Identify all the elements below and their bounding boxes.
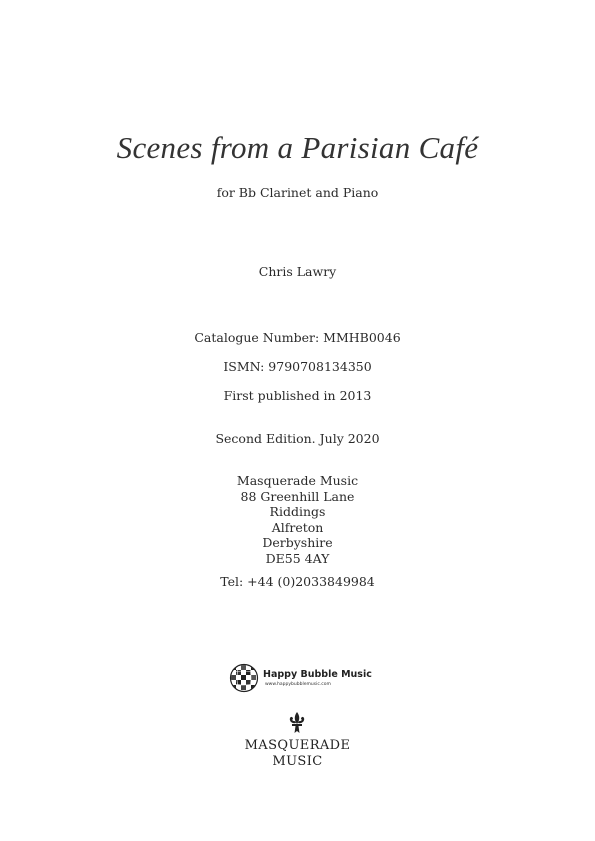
address-line: DE55 4AY (265, 550, 330, 566)
address-line: Alfreton (271, 519, 324, 535)
instrumentation: for Bb Clarinet and Piano (216, 185, 379, 200)
masquerade-logo-line: MUSIC (272, 754, 323, 769)
address-line: Masquerade Music (236, 473, 359, 488)
edition-info: Second Edition. July 2020 (215, 431, 380, 446)
disco-ball-icon (229, 663, 259, 693)
page-title: Scenes from a Parisian Café (116, 130, 479, 165)
first-published: First published in 2013 (223, 388, 372, 403)
publisher-address (0, 473, 595, 566)
happy-bubble-logo (229, 663, 372, 695)
composer-name: Chris Lawry (258, 264, 337, 279)
ismn-number: ISMN: 9790708134350 (223, 359, 372, 374)
address-line: Riddings (269, 504, 326, 519)
happy-bubble-name: Happy Bubble Music (263, 669, 372, 680)
happy-bubble-url: www.happybubblemusic.com (265, 682, 331, 687)
masquerade-logo-line: MASQUERADE (244, 738, 351, 753)
address-line: Derbyshire (262, 535, 333, 550)
telephone: Tel: +44 (0)2033849984 (220, 574, 375, 589)
masquerade-logo-text (0, 738, 595, 770)
address-line: 88 Greenhill Lane (240, 488, 355, 504)
catalogue-number: Catalogue Number: MMHB0046 (194, 330, 401, 345)
fleur-de-lis-icon (287, 711, 307, 735)
